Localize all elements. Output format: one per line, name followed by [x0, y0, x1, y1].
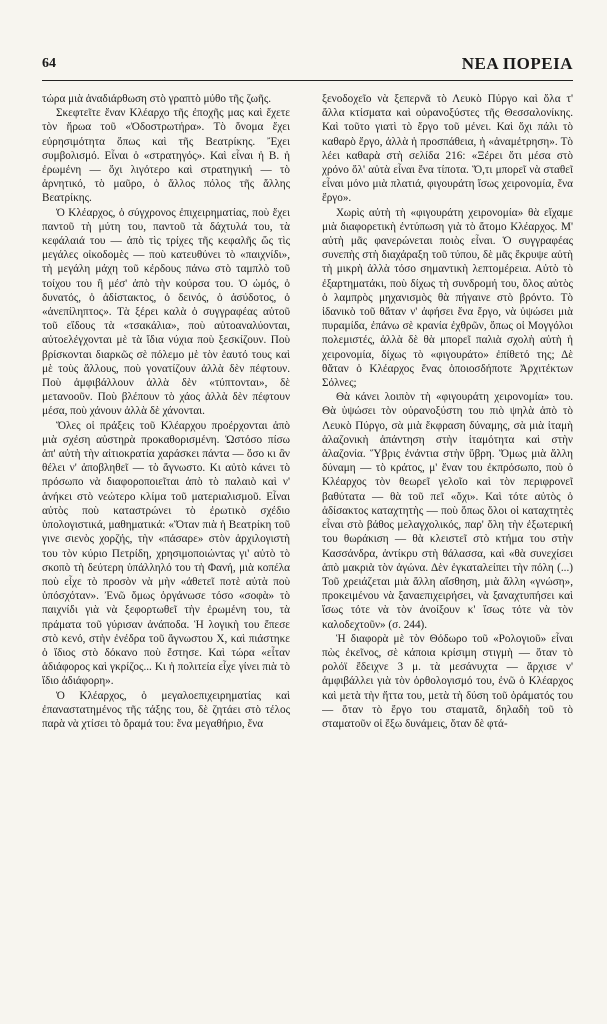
paragraph: Ὁ Κλέαρχος, ὁ σύγχρονος ἐπιχειρηματίας, ποὺ ἔχει παντοῦ τὴ μύτη του, παντοῦ τὰ δάχτυλά του, τὰ κεφάλαιά του — ἀπὸ τὶς τρίχες τῆς κεφαλῆς ὥς τὶς μεγάλες οἰκοδομὲς — ποὺ κατευθύνει τὸ «παιχνίδι», τὴ μεγάλη μάχη τοῦ κέρδους πάνω στὸ ταμπλὸ τοῦ τοίχου του ἢ μέσ' ἀπὸ τὴν κούρσα του. Ὁ ὠμός, ὁ δυνατός, ὁ ἀδίστακτος, ὁ δεινός, ὁ ἀσύδοτος, ὁ «ἀνεπίληπτος». Τὰ ξέρει καλὰ ὁ συγγραφέας αὐτοῦ τοῦ εἴδους τὰ «τσακάλια», ποὺ αὐτοαναλύονται, αὐτοελέγχονται μὲ τὰ ἴδια νύχια ποὺ ξεσκίζουν. Ποὺ βρίσκονται διαρκῶς σὲ πόλεμο μὲ τὸν ἑαυτό τους καὶ μὲ τοὺς ἄλλους, ποὺ γονατίζουν ἀλλὰ δὲν πέφτουν. Ποὺ ἀμφιβάλλουν ἀλλὰ δὲν «τύπτονται», δὲ μετανοοῦν. Ποὺ βλέπουν τὸ χάος ἀλλὰ δὲν πέφτουν μέσα, ποὺ χάνουν ἀλλὰ δὲ χάνονται.: [42, 206, 290, 418]
paragraph: Χωρὶς αὐτὴ τὴ «φιγουράτη χειρονομία» θὰ εἴχαμε μιὰ διαφορετικὴ ἐντύπωση γιὰ τὸ ἄτομο Κλέαρχος. Μ' αὐτὴ μᾶς φανερώνεται ποιὸς εἶναι. Ὁ συγγραφέας συνεπὴς στὴ διαχάραξη τοῦ τύπου, δὲ μᾶς ἔκρυψε αὐτὴ τὴ μικρὴ ἀλλὰ τόσο σημαντικὴ λεπτομέρεια. Αὐτὸ τὸ ἐξαρτηματάκι, ποὺ δίχως τὴ συνδρομή του, ὅλος αὐτὸς ὁ λαμπρὸς μηχανισμὸς θὰ πήγαινε στὸ βρόντο. Τὸ ἰδανικὸ τοῦ θἄταν ν' ἀφήσει ἕνα ἔργο, νὰ ὑψώσει μιὰ πυραμίδα, ἐπάνω σὲ κρανία ἐχθρῶν, ὅπως οἱ Μογγόλοι πολεμιστές, ἀλλὰ δὲ θὰ μπορεῖ παλιὰ σχολὴ αὐτὴ ἡ χειρονομία, δίχως τὸ «φιγουράτο» ἐπίθετό της; Δὲ θἄταν ὁ Κλέαρχος ἕνας ὁποιοσδήποτε Ἀρχιτέκτων Σόλνες;: [322, 206, 573, 390]
page-number: 64: [42, 56, 56, 71]
left-column: [42, 92, 290, 1012]
paragraph: Σκεφτεῖτε ἕναν Κλέαρχο τῆς ἐποχῆς μας καὶ ἔχετε τὸν ἥρωα τοῦ «Ὀδοστρωτήρα». Τὸ ὄνομα ἔχει εὐρησιμότητα ὅπως καὶ τῆς Βεατρίκης. Ἔχει συμβολισμό. Εἶναι ὁ «στρατηγός». Καὶ εἶναι ἡ Β. ἡ ἐρωμένη — ὄχι λιγότερο καὶ στρατηγική — τὸ ἀρνητικό, τὸ μαῦρο, ὁ ἄλλος πόλος τῆς ἄλλης Βεατρίκης.: [42, 107, 290, 205]
paragraph: τώρα μιὰ ἀναδιάρθωση στὸ γραπτὸ μύθο τῆς ζωῆς.: [42, 93, 272, 105]
right-column: [322, 92, 573, 1012]
journal-title: ΝΕΑ ΠΟΡΕΙΑ: [461, 54, 573, 73]
paragraph: Ὁ Κλέαρχος, ὁ μεγαλοεπιχειρηματίας καὶ ἐπαναστατημένος τῆς τάξης του, δὲ ζητάει στὸ τέλος παρὰ νὰ χτίσει τὸ ὄραμά του: ἕνα μεγαθήριο, ἕνα: [42, 689, 290, 730]
running-header: [42, 52, 573, 81]
paragraph: ξενοδοχεῖο νὰ ξεπερνᾶ τὸ Λευκὸ Πύργο καὶ ὅλα τ' ἄλλα κτίσματα καὶ οὐρανοξύστες τῆς Θεσσαλονίκης. Καὶ τοῦτο γιατὶ τὸ ἔργο τοῦ μένει. Καὶ ὄχι πάλι τὸ καθαρὸ ἔργο, ἀλλὰ ἡ προσπάθεια, ἡ «ἀναμέτρηση». Τὸ λέει καθαρὰ στὴ σελίδα 216: «Ξέρει ὅτι μέσα στὸ χρόνο ὅλ' αὐτὰ εἶναι ἕνα τίποτα. Ὅ,τι μπορεῖ νὰ σταθεῖ εἶναι μόνο μιὰ πλατιά, φιγουράτη ἴσως χειρονομία, ἕνα ἔργο».: [322, 93, 573, 205]
paragraph: Ὅλες οἱ πράξεις τοῦ Κλέαρχου προέρχονται ἀπὸ μιὰ σχέση αὐστηρὰ προκαθορισμένη. Ὡστόσο πίσω ἀπ' αὐτὴ τὴν αἰτιοκρατία χαράσκει πάντα — ὅσο κι ἂν θέλει ν' ἀποβληθεῖ — τὸ ἄγνωστο. Κι αὐτὸ κάνει τὸ πρόσωπο νὰ διαφοροποιεῖται ἀπὸ τὸ παλαιὸ καὶ ν' ἀνήκει στὸ νεώτερο κλίμα τοῦ ματεριαλισμοῦ. Εἶναι αὐτὸς ποὺ καταστρώνει τὸ ἐρωτικὸ σχέδιο ὑπολογιστικά, μαθηματικά: «Ὅταν πιὰ ἡ Βεατρίκη τοῦ γινε σιενὸς χορζής, τὴν «πάσαρε» στὸν ἀρχιλογιστὴ του τὸν κύριο Πετρίδη, χρησιμοποιώντας γι' αὐτὸ τὸ σκοπὸ τὴ δεύτερη ὑπάλληλό του τὴ Φανή, μιὰ κοπέλα ποὺ εἶχε τὸ προσὸν νὰ μὴν «ἀθετεῖ ποτὲ αὐτὰ ποὺ ὑπόσχόταν». Ἐνῶ ὅμως ὀργάνωσε τόσο «σοφὰ» τὸ παιχνίδι γιὰ νὰ ξεφορτωθεῖ τὴν ἐρωμένη του, τὰ πράματα τοῦ γύρισαν ἀνάποδα. Ἡ λογικὴ του ἔπεσε στὸ κενό, στὴν ἐνέδρα τοῦ ἄγνωστου Χ, καὶ πιάστηκε ὁ ἴδιος στὸ δόκανο ποὺ ἔστησε. Καὶ τώρα «εἶταν ἀδιάφορος καὶ γκρίζος... Κι ἡ πολιτεία εἶχε γίνει πιὰ τὸ ἴδιο ἀδιάφορη».: [42, 419, 290, 688]
paragraph: Θὰ κάνει λοιπὸν τὴ «φιγουράτη χειρονομία» του. Θὰ ὑψώσει τὸν οὐρανοξύστη του πιὸ ψηλὰ ἀπὸ τὸ Λευκὸ Πύργο, σὰ μιὰ ἔκφραση δύναμης, σὰ μιὰ ἰταμὴ ἀλαζονικὴ ἀπάντηση στὴν ἰταμότητα καὶ στὴν ἀλαζονία. Ὕβρις ἐνάντια στὴν ὕβρη. Ὅμως μιὰ ἄλλη δύναμη — τὸ κράτος, μ' ἕναν του ἐκπρόσωπο, ποὺ ὁ Κλέαρχος τὸν θεωρεῖ γελοῖο καὶ τὸν περιφρονεῖ βαθύτατα — θὰ τοῦ πεῖ «ὄχι». Καὶ τότε αὐτὸς ὁ ἀδίσακτος καταχτητὴς — ποὺ ὅπως ὅλοι οἱ καταχτητὲς εἶναι στὸ βάθος μελαγχολικός, παρ' ὅλη τὴν ἐξωτερική του θωράκιση — θὰ κλειστεῖ στὸ κτήμα του στὴν Κασσάνδρα, ἀντίκρυ στὴ θάλασσα, καὶ «θὰ συνεχίσει ἀπὸ μακριὰ τὸν ἀγώνα. Δὲν ἐγκαταλείπει τὴν πόλη (...) Τοῦ χρειάζεται μιὰ ἄλλη αἴσθηση, μιὰ ἄλλη «γνώση», προκειμένου νὰ ξαναεπιχειρήσει, νὰ ξαναχτυπήσει καὶ ἴσως τότε νὰ τὸν ἀνοίξουν κ' ἴσως τότε νὰ τὸν καλοδεχτοῦν» (σ. 244).: [322, 391, 573, 631]
paragraph: Ἡ διαφορὰ μὲ τὸν Θόδωρο τοῦ «Ρολογιοῦ» εἶναι πὼς ἐκεῖνος, σὲ κάποια κρίσιμη στιγμὴ — ὅταν τὸ ρολόϊ ἔδειχνε 3 μ. τὰ μεσάνυχτα — ἄρχισε ν' ἀμφιβάλλει γιὰ τὸν ὀρθολογισμό του, ἐνῶ ὁ Κλέαρχος καὶ μετὰ τὴν ἥττα του, μετὰ τὴ δύση τοῦ ὁράματός του — ὅταν τὸ ἔργο του σταματᾶ, δηλαδὴ τοῦ τὸ σταματοῦν οἱ ἔξω δυνάμεις, ὅταν δὲ φτά-: [322, 632, 573, 730]
